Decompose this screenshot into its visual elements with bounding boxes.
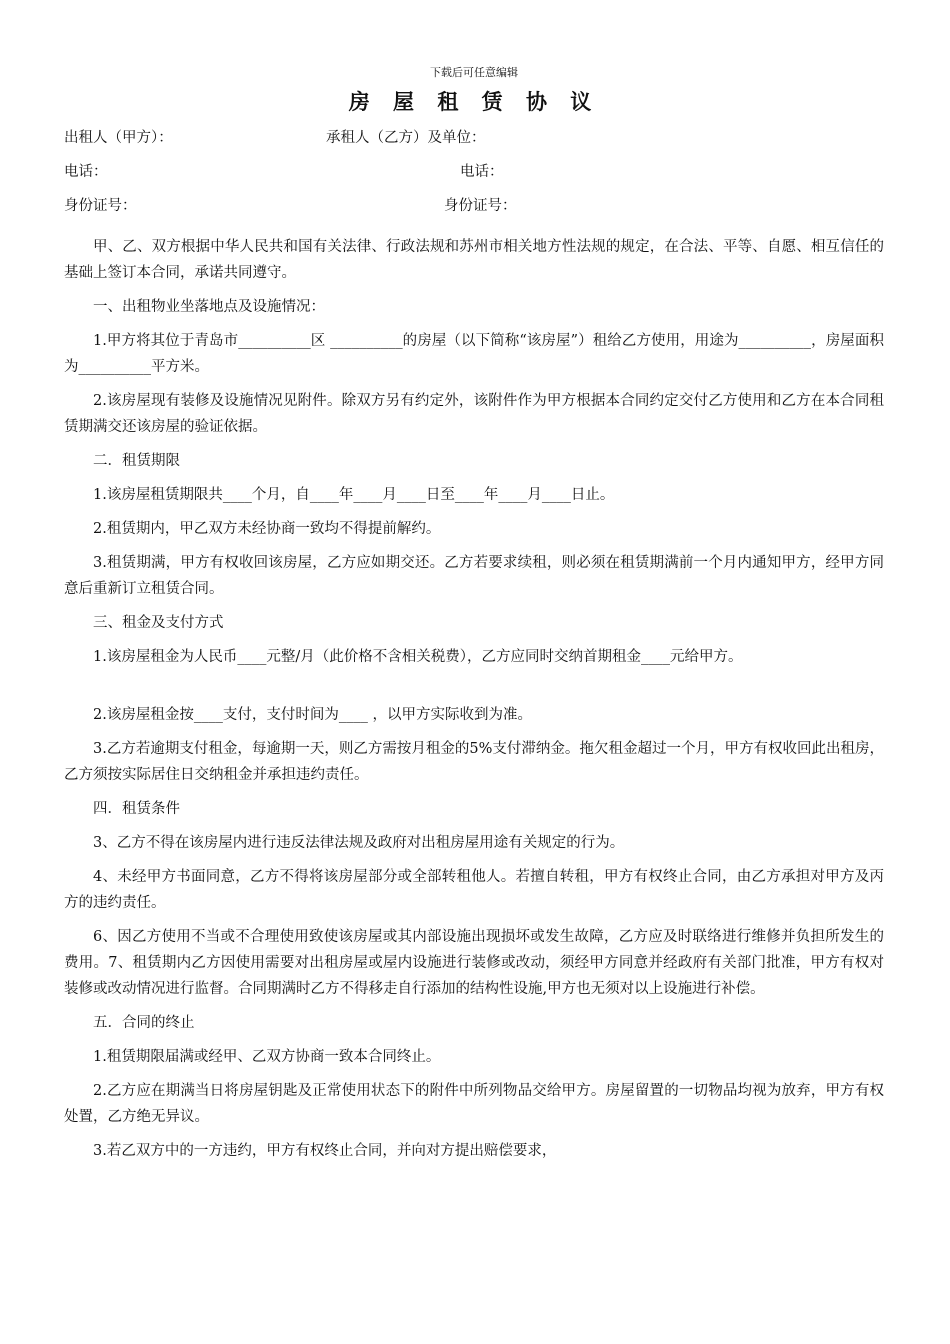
section-5-clause-2: 2.乙方应在期满当日将房屋钥匙及正常使用状态下的附件中所列物品交给甲方。房屋留置的一切物品均视为放弃，甲方有权处置，乙方绝无异议。 [64,1083,884,1125]
section-1-clause-2: 2.该房屋现有装修及设施情况见附件。除双方另有约定外，该附件作为甲方根据本合同约定交付乙方使用和乙方在本合同租赁期满交还该房屋的验证依据。 [64,393,884,435]
phone-b-label: 电话： [460,164,504,180]
section-4-heading: 四．租赁条件 [93,801,180,817]
section-4-clause-3: 3、乙方不得在该房屋内进行违反法律法规及政府对出租房屋用途有关规定的行为。 [93,835,625,851]
section-3-clause-1: 1.该房屋租金为人民币____元整/月（此价格不含相关税费），乙方应同时交纳首期租金____元给甲方。 [93,649,743,665]
section-2-clause-1: 1.该房屋租赁期限共____个月，自____年____月____日至____年____月____日止。 [93,487,615,503]
section-2-heading: 二．租赁期限 [93,453,180,469]
party-row-names [64,126,884,160]
download-note: 下载后可任意编辑 [430,66,518,79]
section-2-clause-3: 3.租赁期满，甲方有权收回该房屋，乙方应如期交还。乙方若要求续租，则必须在租赁期满前一个月内通知甲方，经甲方同意后重新订立租赁合同。 [64,555,884,597]
section-5-clause-3: 3.若乙双方中的一方违约，甲方有权终止合同，并向对方提出赔偿要求， [93,1143,557,1159]
section-1-clause-1: 1.甲方将其位于青岛市__________区 __________的房屋（以下简称“该房屋”）租给乙方使用，用途为__________，房屋面积为__________平方米。 [64,333,884,375]
lessor-label: 出租人（甲方）： [64,130,173,146]
section-4-clause-6-7: 6、因乙方使用不当或不合理使用致使该房屋或其内部设施出现损坏或发生故障，乙方应及时联络进行维修并负担所发生的费用。7、租赁期内乙方因使用需要对出租房屋或屋内设施进行装修或改动，须经甲方同意并经政府有关部门批准，甲方有权对装修或改动情况进行监督。合同期满时乙方不得移走自行添加的结构性设施,甲方也无须对以上设施进行补偿。 [64,929,884,997]
section-1-heading: 一、出租物业坐落地点及设施情况： [93,299,325,315]
intro-paragraph: 甲、乙、双方根据中华人民共和国有关法律、行政法规和苏州市相关地方性法规的规定，在合法、平等、自愿、相互信任的基础上签订本合同，承诺共同遵守。 [64,239,884,281]
document-page [64,64,884,1172]
blank-gap [64,678,884,702]
id-b-label: 身份证号： [444,198,517,214]
lessee-label: 承租人（乙方）及单位： [326,130,486,146]
section-5-clause-1: 1.租赁期限届满或经甲、乙双方协商一致本合同终止。 [93,1049,441,1065]
section-5-heading: 五．合同的终止 [93,1015,195,1031]
party-row-phone [64,160,884,194]
id-a-label: 身份证号： [64,198,137,214]
section-4-clause-4: 4、未经甲方书面同意，乙方不得将该房屋部分或全部转租他人。若擅自转租，甲方有权终止合同，由乙方承担对甲方及丙方的违约责任。 [64,869,884,911]
section-3-clause-2: 2.该房屋租金按____支付，支付时间为____ ，以甲方实际收到为准。 [93,707,532,723]
section-3-clause-3: 3.乙方若逾期支付租金，每逾期一天，则乙方需按月租金的5%支付滞纳金。拖欠租金超过一个月，甲方有权收回此出租房，乙方须按实际居住日交纳租金并承担违约责任。 [64,741,884,783]
phone-a-label: 电话： [64,164,108,180]
section-3-heading: 三、租金及支付方式 [93,615,224,631]
section-2-clause-2: 2.租赁期内，甲乙双方未经协商一致均不得提前解约。 [93,521,441,537]
party-row-id [64,194,884,228]
document-title: 房 屋 租 赁 协 议 [348,89,600,114]
